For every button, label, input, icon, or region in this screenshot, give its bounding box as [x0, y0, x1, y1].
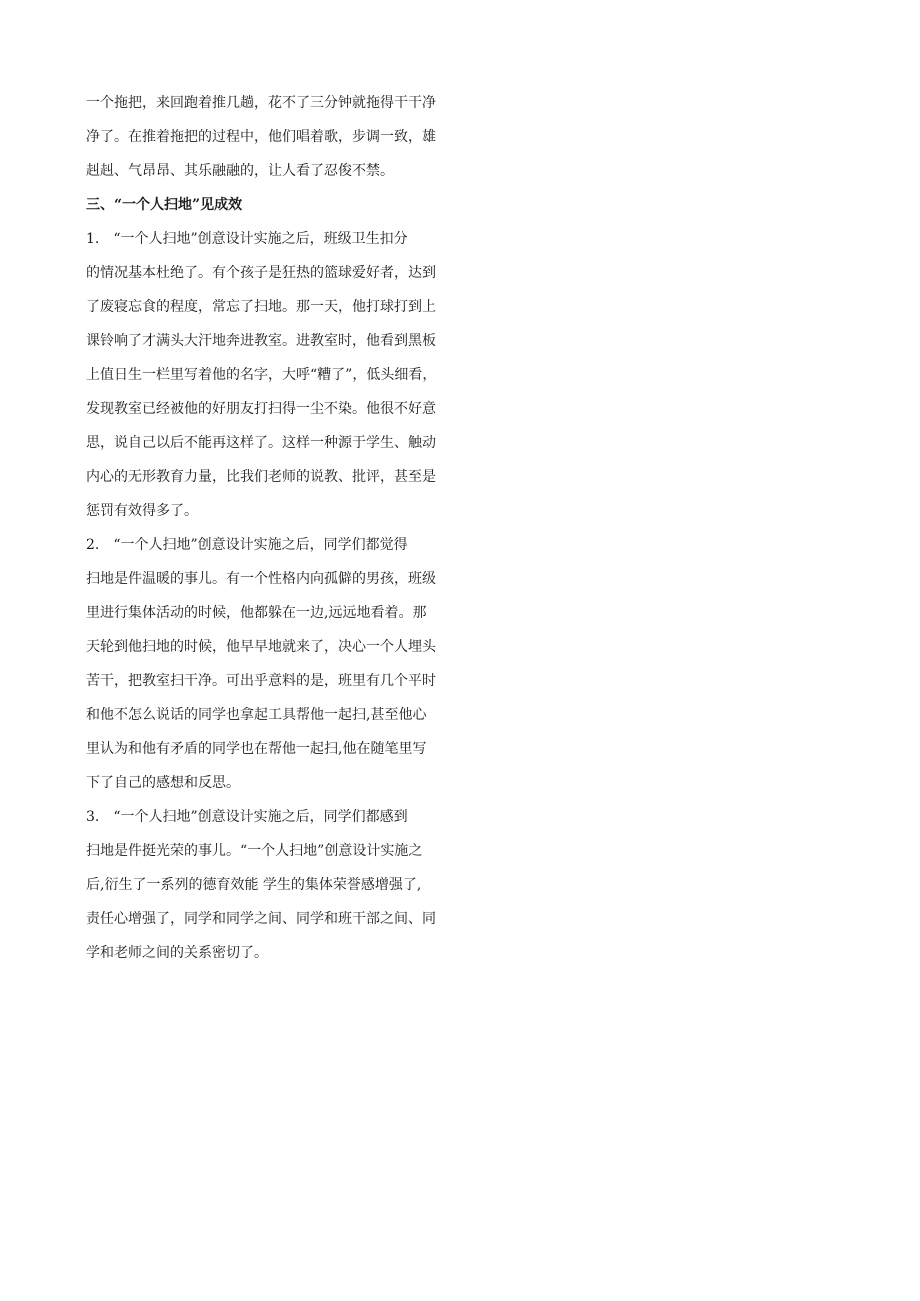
text-line: 学和老师之间的关系密切了。: [86, 945, 268, 961]
text-line: 了废寝忘食的程度，常忘了扫地。那一天，他打球打到上: [86, 299, 436, 315]
text-line: 责任心增强了，同学和同学之间、同学和班干部之间、同: [86, 911, 436, 927]
text-line: 后,衍生了一系列的德育效能 学生的集体荣誉感增强了,: [86, 877, 422, 893]
text-line: 3. “一个人扫地”创意设计实施之后，同学们都感到: [86, 809, 408, 825]
text-line: 净了。在推着拖把的过程中，他们唱着歌，步调一致，雄: [86, 129, 436, 145]
text-line: 赳赳、气昂昂、其乐融融的，让人看了忍俊不禁。: [86, 163, 394, 179]
text-line: 2. “一个人扫地”创意设计实施之后，同学们都觉得: [86, 537, 408, 553]
text-line: 下了自己的感想和反思。: [86, 775, 240, 791]
text-line: 思，说自己以后不能再这样了。这样一种源于学生、触动: [86, 435, 436, 451]
text-line: 里认为和他有矛盾的同学也在帮他一起扫,他在随笔里写: [86, 741, 427, 757]
text-line: 1. “一个人扫地”创意设计实施之后，班级卫生扣分: [86, 231, 408, 247]
text-line: 天轮到他扫地的时候，他早早地就来了，决心一个人埋头: [86, 639, 436, 655]
text-line: 惩罚有效得多了。: [86, 503, 198, 519]
text-line: 的情况基本杜绝了。有个孩子是狂热的篮球爱好者，达到: [86, 265, 436, 281]
text-line: 苦干，把教室扫干净。可出乎意料的是，班里有几个平时: [86, 673, 436, 689]
text-line: 和他不怎么说话的同学也拿起工具帮他一起扫,甚至他心: [86, 707, 427, 723]
text-line: 发现教室已经被他的好朋友打扫得一尘不染。他很不好意: [86, 401, 436, 417]
section-heading: 三、“一个人扫地”见成效: [86, 197, 243, 213]
text-line: 上值日生一栏里写着他的名字，大呼“糟了”，低头细看，: [86, 367, 437, 383]
text-line: 里进行集体活动的时候，他都躲在一边,远远地看着。那: [86, 605, 427, 621]
text-line: 课铃响了才满头大汗地奔进教室。进教室时，他看到黑板: [86, 333, 436, 349]
text-line: 扫地是件温暖的事儿。有一个性格内向孤僻的男孩，班级: [86, 571, 436, 587]
text-line: 扫地是件挺光荣的事儿。“一个人扫地”创意设计实施之: [86, 843, 423, 859]
text-line: 一个拖把，来回跑着推几趟，花不了三分钟就拖得干干净: [86, 95, 436, 111]
text-line: 内心的无形教育力量，比我们老师的说教、批评，甚至是: [86, 469, 436, 485]
body-text: [86, 86, 450, 970]
